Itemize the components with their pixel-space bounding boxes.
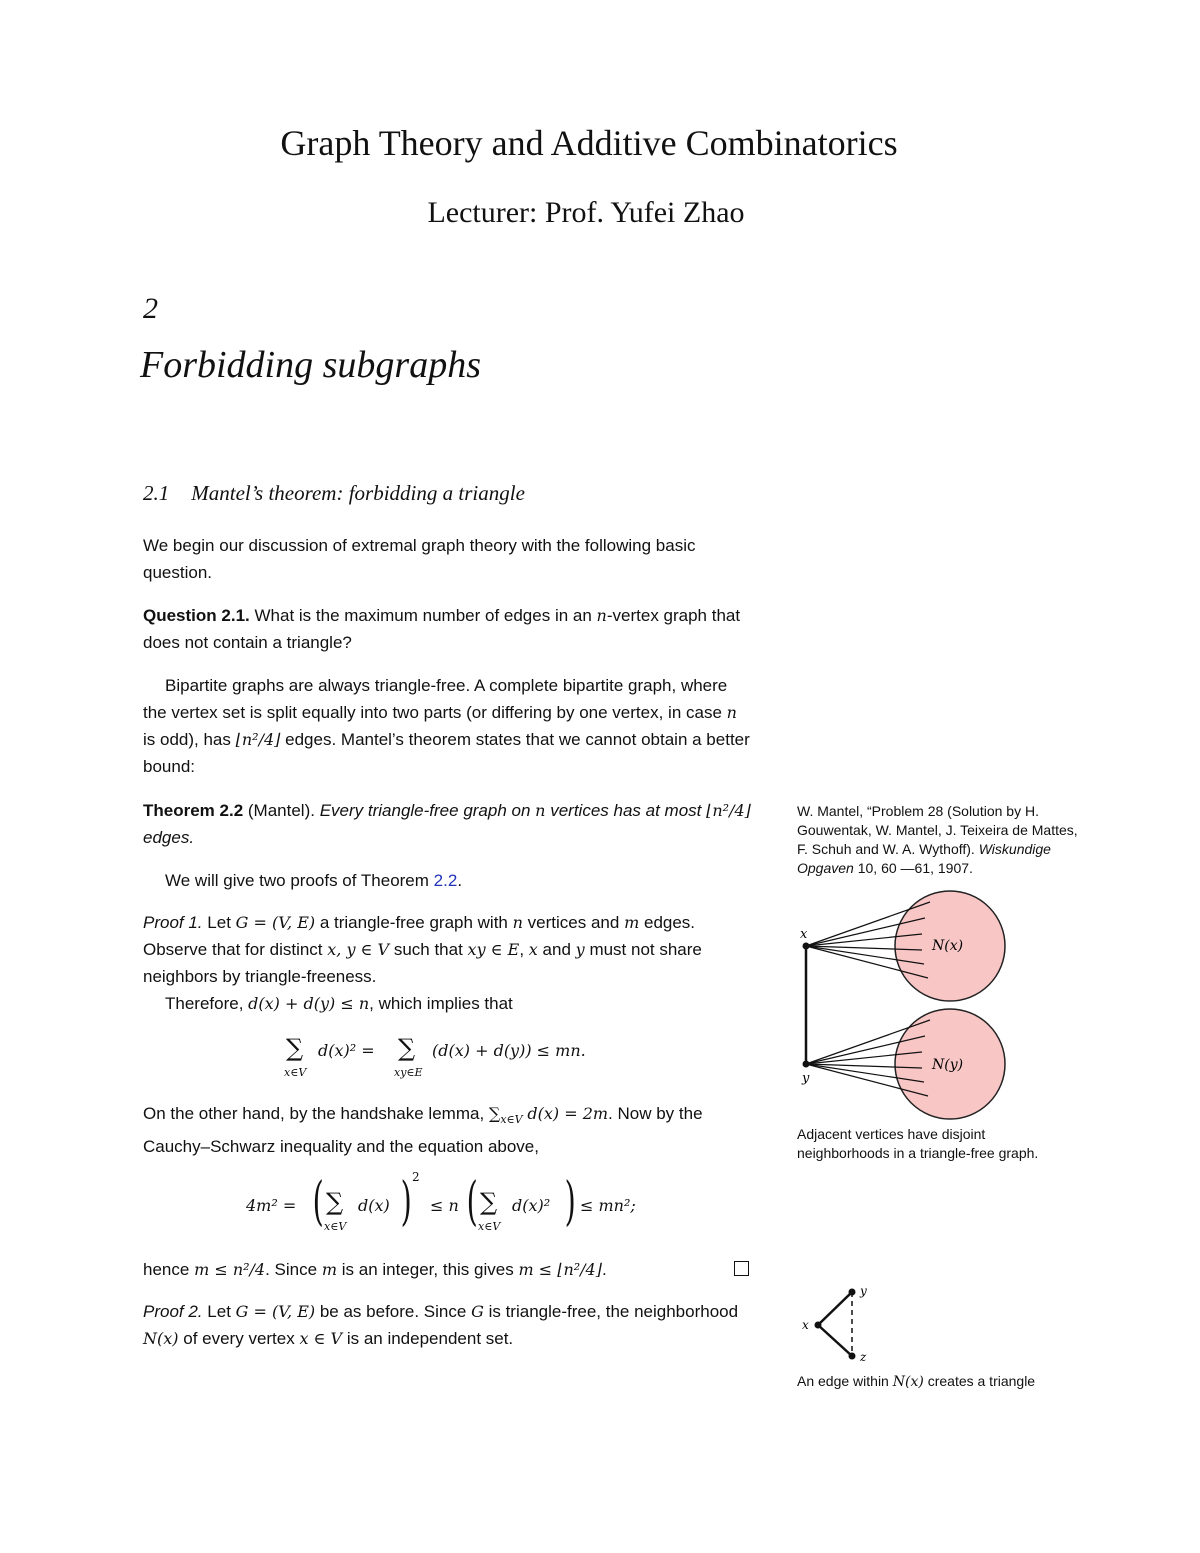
theorem-var-n: n xyxy=(535,801,546,820)
question-var-n: n xyxy=(596,606,607,625)
figure2-caption-a: An edge within xyxy=(797,1373,889,1389)
label-x: x xyxy=(802,1318,809,1332)
sidenote-text-b: 10, 60 —61, 1907. xyxy=(857,860,973,876)
chapter-number: 2 xyxy=(143,292,158,325)
bipartite-var-n: n xyxy=(726,703,737,722)
proof2-text-b: be as before. Since xyxy=(319,1302,467,1321)
eq2-inner2: d(x)² xyxy=(512,1196,551,1215)
figure2-caption-b: creates a triangle xyxy=(927,1373,1036,1389)
proof1-math-m: m xyxy=(624,913,640,932)
figure-disjoint-neighborhoods xyxy=(790,890,1020,1130)
vertex-y xyxy=(849,1289,856,1296)
sum-symbol-3: ∑ xyxy=(326,1188,344,1216)
theorem-text-c: edges. xyxy=(143,828,195,847)
section-heading xyxy=(143,481,525,506)
handshake-sub: x∈V xyxy=(500,1113,523,1126)
proof1-text-g: and xyxy=(542,940,571,959)
sidenote-journal: Wiskundige Opgaven xyxy=(797,841,1051,876)
proof1-text-d: edges. Observe that for distinct xyxy=(143,913,696,959)
equation-2 xyxy=(246,1170,666,1244)
hence-line xyxy=(143,1256,753,1283)
bipartite-paragraph xyxy=(143,672,753,780)
theorem-name: (Mantel). xyxy=(247,801,315,820)
eq2-sub-1: x∈V xyxy=(324,1220,347,1233)
proof1-therefore: Therefore, xyxy=(165,994,244,1013)
sum-symbol-1: ∑ xyxy=(286,1034,304,1062)
vertex-y xyxy=(803,1061,810,1068)
eq2-sub-2: x∈V xyxy=(478,1220,501,1233)
question-block xyxy=(143,602,753,656)
proof2-text-d: of every vertex xyxy=(183,1329,295,1348)
paren-close-2: ) xyxy=(564,1172,576,1232)
paren-open-2: ( xyxy=(466,1172,478,1232)
figure2-caption xyxy=(797,1372,1082,1392)
eq2-c: ≤ mn²; xyxy=(580,1196,636,1215)
hence-math-1: m ≤ n²/4 xyxy=(194,1260,266,1279)
proof2-math-graph: G = (V, E) xyxy=(235,1302,316,1321)
edge-x-y xyxy=(818,1292,852,1325)
label-x: x xyxy=(800,927,808,942)
proof2-paragraph xyxy=(143,1298,753,1352)
eq2-inner1: d(x) xyxy=(358,1196,390,1215)
bipartite-math: ⌊n²/4⌋ xyxy=(235,730,281,749)
proof1-math-x: x xyxy=(528,940,538,959)
section-number: 2.1 xyxy=(143,481,170,505)
proof1-text-f: , xyxy=(519,940,525,959)
theorem-label: Theorem 2.2 xyxy=(143,801,244,820)
proof1-text-h: must not share neighbors by triangle-freeness. xyxy=(143,940,702,986)
hence-text-c: is an integer, this gives xyxy=(341,1260,514,1279)
handshake-paragraph xyxy=(143,1100,753,1160)
proof2-math-g: G xyxy=(471,1302,484,1321)
vertex-x xyxy=(815,1322,822,1329)
proof1-implies: , which implies that xyxy=(369,994,513,1013)
bipartite-text-a: Bipartite graphs are always triangle-free. A complete bipartite graph, where the vertex set is split equally into two parts (or differing by one vertex, in case xyxy=(143,676,728,722)
theorem-text-a: Every triangle-free graph on xyxy=(319,801,531,820)
label-y: y xyxy=(802,1071,810,1086)
eq1-sub1: x∈V xyxy=(284,1066,307,1079)
proof2-text-c: is triangle-free, the neighborhood xyxy=(488,1302,739,1321)
proof1-math-degree: d(x) + d(y) ≤ n xyxy=(248,994,370,1013)
proof2-math-x: x ∈ V xyxy=(299,1329,343,1348)
eq2-a: 4m² = xyxy=(246,1196,297,1215)
sum-symbol-4: ∑ xyxy=(480,1188,498,1216)
eq1-sub2: xy∈E xyxy=(394,1066,423,1079)
chapter-title: Forbidding subgraphs xyxy=(140,344,481,386)
proof1-text-b: a triangle-free graph with xyxy=(319,913,508,932)
proof1-math-graph: G = (V, E) xyxy=(235,913,316,932)
lecturer-line: Lecturer: Prof. Yufei Zhao xyxy=(427,196,745,229)
theorem-block xyxy=(143,797,753,851)
question-text-b: -vertex graph that does not contain a triangle? xyxy=(143,606,741,652)
intro-text: We begin our discussion of extremal graph theory with the following basic question. xyxy=(143,536,696,582)
vertex-x xyxy=(803,943,810,950)
sidenote-text-a: W. Mantel, “Problem 28 (Solution by H. Gouwentak, W. Mantel, J. Teixeira de Mattes, F. Schuh and W. A. Wythoff). xyxy=(797,803,1078,857)
proof1-math-y: y xyxy=(575,940,585,959)
handshake-text-a: On the other hand, by the handshake lemma, xyxy=(143,1104,485,1123)
sum-symbol-2: ∑ xyxy=(398,1034,416,1062)
proof1-text-a: Let xyxy=(207,913,231,932)
two-proofs-text: We will give two proofs of Theorem xyxy=(165,871,429,890)
figure-triangle xyxy=(796,1280,886,1370)
hence-math-3: m ≤ ⌊n²/4⌋ xyxy=(518,1260,602,1279)
proof1-text-c: vertices and xyxy=(527,913,620,932)
vertex-z xyxy=(849,1353,856,1360)
proof1-math-n: n xyxy=(512,913,523,932)
figure2-caption-math: N(x) xyxy=(892,1374,924,1390)
question-label: Question 2.1. xyxy=(143,606,250,625)
proof2-math-nx: N(x) xyxy=(143,1329,179,1348)
proof1-math-xy: x, y ∈ V xyxy=(327,940,390,959)
label-y: y xyxy=(860,1284,867,1298)
paren-close-1: ) xyxy=(400,1172,412,1232)
eq2-exp: 2 xyxy=(412,1170,420,1184)
label-ny: N(y) xyxy=(932,1057,964,1073)
section-title: Mantel’s theorem: forbidding a triangle xyxy=(191,481,525,505)
label-nx: N(x) xyxy=(932,938,964,954)
proof1-label: Proof 1. xyxy=(143,913,203,932)
figure1-caption: Adjacent vertices have disjoint neighborhoods in a triangle-free graph. xyxy=(797,1126,1039,1161)
proof1-math-edge: xy ∈ E xyxy=(467,940,520,959)
hence-text-a: hence xyxy=(143,1260,190,1279)
two-proofs-line xyxy=(143,867,753,894)
edge-x-z xyxy=(818,1325,852,1356)
handshake-math: d(x) = 2m xyxy=(527,1104,609,1123)
proof2-label: Proof 2. xyxy=(143,1302,203,1321)
handshake-text-b: . Now by the Cauchy–Schwarz inequality and the equation above, xyxy=(143,1104,703,1156)
theorem-math: ⌊n²/4⌋ xyxy=(706,801,751,820)
hence-text-d: . xyxy=(601,1260,607,1279)
two-proofs-end: . xyxy=(457,871,463,890)
theorem-ref-link[interactable]: 2.2 xyxy=(433,871,458,890)
hence-math-2: m xyxy=(321,1260,337,1279)
hence-text-b: . Since xyxy=(265,1260,318,1279)
bipartite-text-b: is odd), has xyxy=(143,730,231,749)
proof1-paragraph xyxy=(143,909,753,1017)
proof2-text-e: is an independent set. xyxy=(346,1329,514,1348)
proof2-text-a: Let xyxy=(207,1302,231,1321)
paren-open-1: ( xyxy=(312,1172,324,1232)
handshake-sum: ∑ xyxy=(488,1104,501,1123)
eq1-right: (d(x) + d(y)) ≤ mn. xyxy=(432,1041,586,1060)
eq2-b: ≤ n xyxy=(430,1196,459,1215)
document-title: Graph Theory and Additive Combinatorics xyxy=(280,123,898,163)
sidenote-reference xyxy=(797,802,1082,878)
label-z: z xyxy=(860,1350,867,1364)
theorem-text-b: vertices has at most xyxy=(550,801,702,820)
bipartite-text-c: edges. Mantel’s theorem states that we cannot obtain a better bound: xyxy=(143,730,750,776)
question-text-a: What is the maximum number of edges in an xyxy=(254,606,592,625)
eq1-left: d(x)² = xyxy=(318,1041,375,1060)
qed-symbol xyxy=(734,1261,749,1276)
proof1-text-e: such that xyxy=(393,940,463,959)
intro-paragraph xyxy=(143,532,753,586)
